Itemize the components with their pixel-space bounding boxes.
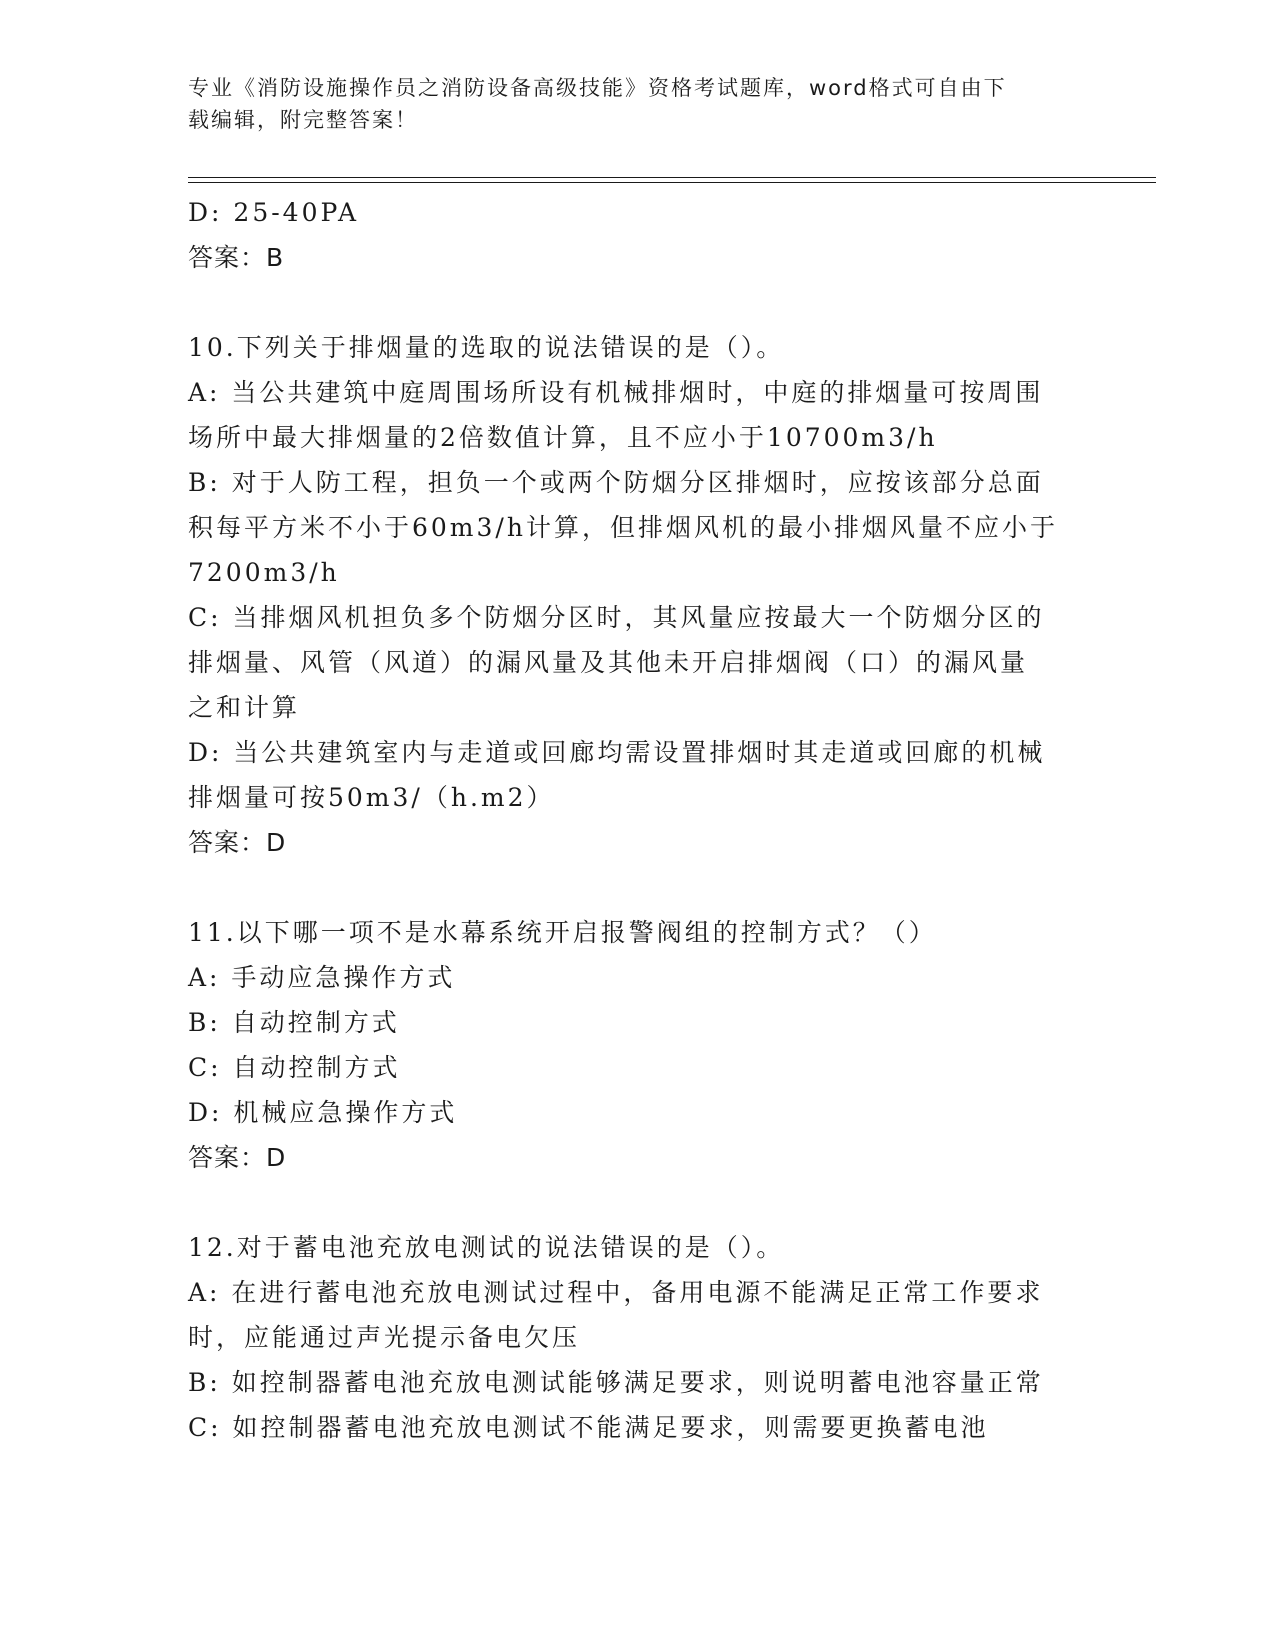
question-10-option-a-line-1: A: 当公共建筑中庭周围场所设有机械排烟时，中庭的排烟量可按周围 (188, 378, 1044, 407)
question-11-option-a: A: 手动应急操作方式 (188, 963, 456, 992)
question-10-option-d-line-1: D: 当公共建筑室内与走道或回廊均需设置排烟时其走道或回廊的机械 (188, 738, 1046, 767)
header-rule-top (188, 177, 1156, 178)
question-10-option-d-line-2: 排烟量可按50m3/（h.m2） (188, 783, 555, 812)
header-line-2: 载编辑，附完整答案！ (188, 108, 418, 132)
spacer (188, 865, 1088, 910)
question-10-option-b-line-3: 7200m3/h (188, 558, 340, 587)
question-11-option-c: C: 自动控制方式 (188, 1053, 401, 1082)
question-12-option-c: C: 如控制器蓄电池充放电测试不能满足要求，则需要更换蓄电池 (188, 1413, 989, 1442)
question-10-option-b-line-1: B: 对于人防工程，担负一个或两个防烟分区排烟时，应按该部分总面 (188, 468, 1044, 497)
spacer (188, 280, 1088, 325)
header-line-1: 专业《消防设施操作员之消防设备高级技能》资格考试题库，word格式可自由下 (188, 76, 1007, 100)
question-11-option-d: D: 机械应急操作方式 (188, 1098, 458, 1127)
exam-content (188, 190, 1088, 1450)
question-12-option-a-line-2: 时，应能通过声光提示备电欠压 (188, 1323, 581, 1352)
prev-answer: 答案：B (188, 243, 285, 272)
question-10-option-b-line-2: 积每平方米不小于60m3/h计算，但排烟风机的最小排烟风量不应小于 (188, 513, 1058, 542)
question-10 (188, 325, 1088, 865)
question-12-option-a-line-1: A: 在进行蓄电池充放电测试过程中，备用电源不能满足正常工作要求 (188, 1278, 1044, 1307)
question-11-answer: 答案：D (188, 1143, 287, 1172)
question-12-option-b: B: 如控制器蓄电池充放电测试能够满足要求，则说明蓄电池容量正常 (188, 1368, 1044, 1397)
question-10-option-a-line-2: 场所中最大排烟量的2倍数值计算，且不应小于10700m3/h (188, 423, 938, 452)
spacer (188, 1180, 1088, 1225)
question-10-option-c-line-2: 排烟量、风管（风道）的漏风量及其他未开启排烟阀（口）的漏风量 (188, 648, 1029, 677)
question-11-option-b: B: 自动控制方式 (188, 1008, 400, 1037)
question-10-stem: 10.下列关于排烟量的选取的说法错误的是（）。 (188, 333, 785, 362)
question-12 (188, 1225, 1088, 1450)
page-header (188, 72, 1078, 136)
prev-option-d: D: 25-40PA (188, 198, 360, 227)
question-12-stem: 12.对于蓄电池充放电测试的说法错误的是（）。 (188, 1233, 785, 1262)
question-10-answer: 答案：D (188, 828, 287, 857)
question-10-option-c-line-3: 之和计算 (188, 693, 301, 722)
header-rule-bottom (188, 182, 1156, 183)
question-11 (188, 910, 1088, 1180)
question-10-option-c-line-1: C: 当排烟风机担负多个防烟分区时，其风量应按最大一个防烟分区的 (188, 603, 1045, 632)
question-11-stem: 11.以下哪一项不是水幕系统开启报警阀组的控制方式？（） (188, 918, 937, 947)
